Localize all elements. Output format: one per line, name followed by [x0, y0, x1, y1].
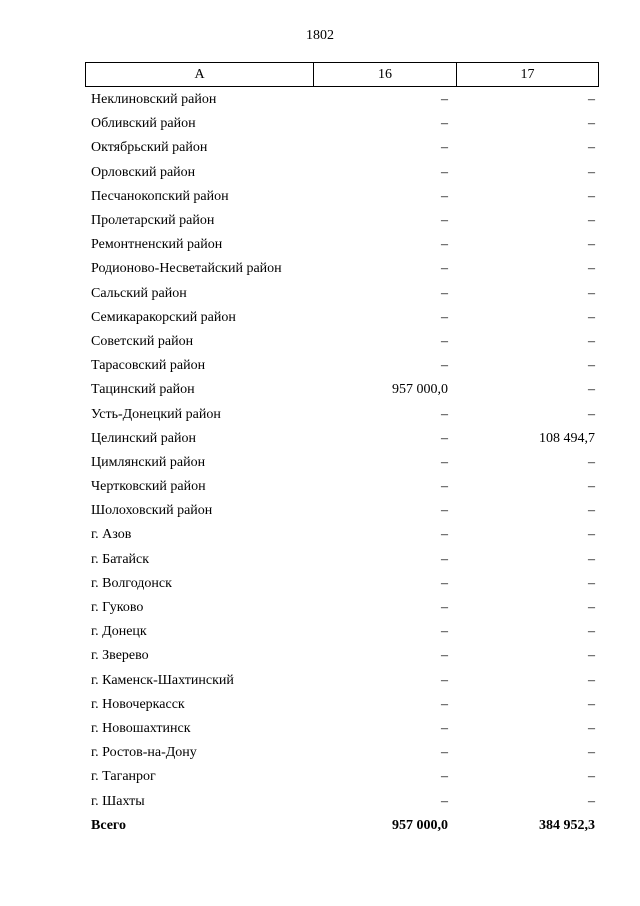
- table-row: [85, 451, 599, 475]
- row-value-16: –: [441, 648, 448, 664]
- row-value-17: –: [588, 648, 595, 664]
- row-value-16: –: [441, 237, 448, 253]
- row-name: г. Ростов-на-Дону: [91, 745, 197, 761]
- row-name: Советский район: [91, 333, 194, 349]
- header-cell-16: 16: [314, 63, 457, 86]
- row-value-16: –: [441, 92, 448, 108]
- row-value-17: 108 494,7: [539, 430, 595, 446]
- row-value-17: –: [588, 140, 595, 156]
- row-value-17: –: [588, 382, 595, 398]
- row-value-17: –: [588, 358, 595, 374]
- row-value-17: –: [588, 406, 595, 422]
- row-value-17: –: [588, 164, 595, 180]
- row-name: г. Каменск-Шахтинский: [91, 672, 234, 688]
- row-value-17: –: [588, 551, 595, 567]
- row-name: Семикаракорский район: [91, 309, 236, 325]
- row-name: г. Батайск: [91, 551, 150, 567]
- row-value-16: –: [441, 188, 448, 204]
- table-row: [85, 717, 599, 741]
- row-value-16: –: [441, 454, 448, 470]
- table-row: [85, 185, 599, 209]
- row-value-17: –: [588, 454, 595, 470]
- table-row: [85, 88, 599, 112]
- row-value-17: –: [588, 116, 595, 132]
- row-name: г. Шахты: [91, 793, 145, 809]
- row-name: г. Азов: [91, 527, 132, 543]
- header-cell-17: 17: [520, 66, 535, 82]
- row-value-16: –: [441, 575, 448, 591]
- row-name: Песчанокопский район: [91, 188, 229, 204]
- row-value-16: –: [441, 213, 448, 229]
- table-row: [85, 209, 599, 233]
- row-value-16: –: [441, 672, 448, 688]
- row-value-16: –: [441, 793, 448, 809]
- row-name: Родионово-Несветайский район: [91, 261, 282, 277]
- row-value-17: –: [588, 600, 595, 616]
- row-value-16: –: [441, 769, 448, 785]
- table-row: [85, 112, 599, 136]
- row-value-17: –: [588, 285, 595, 301]
- row-value-17: –: [588, 696, 595, 712]
- row-value-17: –: [588, 527, 595, 543]
- row-value-16: –: [441, 527, 448, 543]
- table-row: [85, 282, 599, 306]
- row-name: Цимлянский район: [91, 454, 206, 470]
- row-value-17: –: [588, 237, 595, 253]
- row-value-16: –: [441, 116, 448, 132]
- table-row: [85, 136, 599, 160]
- row-name: г. Таганрог: [91, 769, 156, 785]
- row-name: Тарасовский район: [91, 358, 206, 374]
- table-row: [85, 741, 599, 765]
- header-cell-a: А: [86, 63, 314, 86]
- table-row: [85, 523, 599, 547]
- table-row: [85, 475, 599, 499]
- row-name: Обливский район: [91, 116, 196, 132]
- row-name: г. Зверево: [91, 648, 149, 664]
- total-label: Всего: [91, 817, 126, 833]
- table-row: [85, 548, 599, 572]
- total-value-16: 957 000,0: [392, 817, 448, 833]
- row-value-17: –: [588, 624, 595, 640]
- table-total-row: [85, 814, 599, 838]
- row-name: Целинский район: [91, 430, 196, 446]
- table-row: [85, 499, 599, 523]
- row-name: Пролетарский район: [91, 213, 215, 229]
- table-row: [85, 378, 599, 402]
- table-row: [85, 354, 599, 378]
- table-row: [85, 765, 599, 789]
- row-name: г. Новошахтинск: [91, 720, 191, 736]
- table-row: [85, 330, 599, 354]
- row-value-17: –: [588, 213, 595, 229]
- row-value-17: –: [588, 575, 595, 591]
- row-value-16: –: [441, 696, 448, 712]
- row-value-16: –: [441, 745, 448, 761]
- table-row: [85, 427, 599, 451]
- row-value-16: –: [441, 624, 448, 640]
- row-value-17: –: [588, 479, 595, 495]
- row-name: Ремонтненский район: [91, 237, 223, 253]
- row-name: Сальский район: [91, 285, 187, 301]
- row-value-17: –: [588, 720, 595, 736]
- table-row: [85, 693, 599, 717]
- row-value-17: –: [588, 793, 595, 809]
- row-value-16: –: [441, 140, 448, 156]
- row-value-17: –: [588, 261, 595, 277]
- row-value-16: –: [441, 358, 448, 374]
- row-value-16: 957 000,0: [392, 382, 448, 398]
- table-row: [85, 306, 599, 330]
- table-row: [85, 257, 599, 281]
- row-value-16: –: [441, 406, 448, 422]
- row-name: г. Новочеркасск: [91, 696, 185, 712]
- row-value-17: –: [588, 188, 595, 204]
- row-value-17: –: [588, 92, 595, 108]
- table-row: [85, 789, 599, 813]
- table-row: [85, 669, 599, 693]
- page-number: 1802: [306, 28, 334, 43]
- table-row: [85, 233, 599, 257]
- row-value-17: –: [588, 333, 595, 349]
- row-value-16: –: [441, 503, 448, 519]
- row-value-16: –: [441, 261, 448, 277]
- row-value-16: –: [441, 309, 448, 325]
- row-value-16: –: [441, 551, 448, 567]
- table-header: [85, 62, 599, 87]
- row-name: Шолоховский район: [91, 503, 213, 519]
- row-value-16: –: [441, 164, 448, 180]
- total-value-17: 384 952,3: [539, 817, 595, 833]
- row-name: Октябрьский район: [91, 140, 208, 156]
- row-value-17: –: [588, 309, 595, 325]
- row-name: г. Гуково: [91, 600, 144, 616]
- row-name: Неклиновский район: [91, 92, 217, 108]
- table-row: [85, 161, 599, 185]
- row-value-17: –: [588, 769, 595, 785]
- table-row: [85, 572, 599, 596]
- row-value-17: –: [588, 503, 595, 519]
- row-name: г. Донецк: [91, 624, 147, 640]
- row-name: Чертковский район: [91, 479, 206, 495]
- row-name: Орловский район: [91, 164, 196, 180]
- row-value-16: –: [441, 430, 448, 446]
- row-name: г. Волгодонск: [91, 575, 172, 591]
- row-value-16: –: [441, 285, 448, 301]
- row-value-17: –: [588, 672, 595, 688]
- table-row: [85, 644, 599, 668]
- row-name: Усть-Донецкий район: [91, 406, 221, 422]
- row-name: Тацинский район: [91, 382, 195, 398]
- row-value-16: –: [441, 479, 448, 495]
- row-value-16: –: [441, 600, 448, 616]
- row-value-17: –: [588, 745, 595, 761]
- table-body: [85, 88, 599, 838]
- row-value-16: –: [441, 333, 448, 349]
- table-row: [85, 402, 599, 426]
- table-row: [85, 596, 599, 620]
- table-row: [85, 620, 599, 644]
- row-value-16: –: [441, 720, 448, 736]
